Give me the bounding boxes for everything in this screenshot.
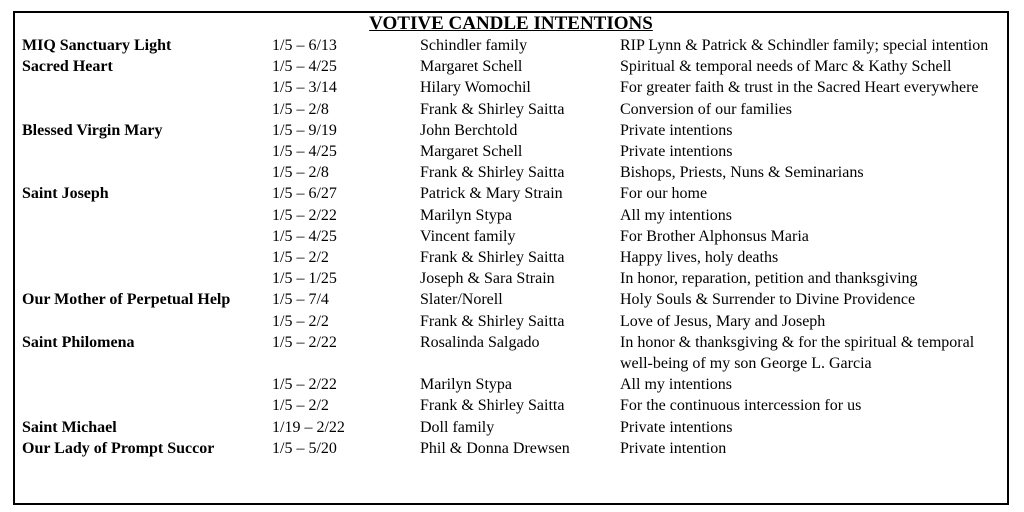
date-range: 1/5 – 2/2 xyxy=(272,312,329,330)
intention-text: Private intentions xyxy=(620,143,733,161)
intention-row xyxy=(22,438,1006,459)
intention-text: All my intentions xyxy=(620,206,732,224)
intention-text: For Brother Alphonsus Maria xyxy=(620,227,809,245)
intention-text: Holy Souls & Surrender to Divine Providence xyxy=(620,291,916,309)
date-range: 1/5 – 2/22 xyxy=(272,376,337,394)
date-range: 1/5 – 2/2 xyxy=(272,397,329,415)
candle-name xyxy=(22,374,272,395)
date-range: 1/5 – 2/8 xyxy=(272,164,329,182)
candle-name: Saint Michael xyxy=(22,418,117,436)
candle-name: Our Lady of Prompt Succor xyxy=(22,439,215,457)
date-range: 1/5 – 4/25 xyxy=(272,227,337,245)
intention-row xyxy=(22,99,1006,120)
date-range: 1/5 – 5/20 xyxy=(272,439,337,457)
donor-name: Frank & Shirley Saitta xyxy=(420,164,565,182)
donor-name: Marilyn Stypa xyxy=(420,376,512,394)
intention-row xyxy=(22,77,1006,98)
intentions-list xyxy=(22,35,1006,459)
candle-name xyxy=(22,247,272,268)
intention-text: RIP Lynn & Patrick & Schindler family; special intention xyxy=(620,37,989,54)
date-range: 1/5 – 2/8 xyxy=(272,100,329,118)
intentions-frame xyxy=(13,11,1009,505)
date-range: 1/5 – 4/25 xyxy=(272,143,337,161)
candle-name: MIQ Sanctuary Light xyxy=(22,37,172,54)
candle-name xyxy=(22,162,272,183)
donor-name: John Berchtold xyxy=(420,121,518,139)
intention-row xyxy=(22,289,1006,310)
donor-name: Frank & Shirley Saitta xyxy=(420,397,565,415)
intention-text: Private intention xyxy=(620,439,727,457)
intention-row xyxy=(22,332,1006,374)
intention-text: Conversion of our families xyxy=(620,100,792,118)
donor-name: Vincent family xyxy=(420,227,516,245)
date-range: 1/5 – 9/19 xyxy=(272,121,337,139)
date-range: 1/5 – 3/14 xyxy=(272,79,337,97)
candle-name xyxy=(22,141,272,162)
candle-name xyxy=(22,395,272,416)
candle-name xyxy=(22,77,272,98)
candle-name: Blessed Virgin Mary xyxy=(22,121,163,139)
intention-text: Private intentions xyxy=(620,121,733,139)
candle-name xyxy=(22,311,272,332)
date-range: 1/5 – 7/4 xyxy=(272,291,329,309)
intention-row xyxy=(22,183,1006,204)
intention-text: Private intentions xyxy=(620,418,733,436)
candle-name xyxy=(22,205,272,226)
candle-name: Saint Joseph xyxy=(22,185,109,203)
date-range: 1/5 – 6/13 xyxy=(272,37,337,54)
candle-name xyxy=(22,226,272,247)
donor-name: Frank & Shirley Saitta xyxy=(420,249,565,267)
intention-text: In honor & thanksgiving & for the spiritual & temporal well-being of my son George L. Garcia xyxy=(620,333,975,373)
intention-row xyxy=(22,226,1006,247)
intention-text: Bishops, Priests, Nuns & Seminarians xyxy=(620,164,864,182)
intention-row xyxy=(22,35,1006,56)
intention-text: For greater faith & trust in the Sacred Heart everywhere xyxy=(620,79,979,97)
donor-name: Schindler family xyxy=(420,37,528,54)
intention-row xyxy=(22,120,1006,141)
donor-name: Doll family xyxy=(420,418,495,436)
candle-name: Our Mother of Perpetual Help xyxy=(22,291,231,309)
donor-name: Slater/Norell xyxy=(420,291,503,309)
intention-text: For our home xyxy=(620,185,708,203)
date-range: 1/5 – 2/22 xyxy=(272,333,337,351)
date-range: 1/5 – 6/27 xyxy=(272,185,337,203)
intention-row xyxy=(22,56,1006,77)
intention-row xyxy=(22,395,1006,416)
candle-name xyxy=(22,268,272,289)
donor-name: Frank & Shirley Saitta xyxy=(420,100,565,118)
intention-row xyxy=(22,141,1006,162)
donor-name: Patrick & Mary Strain xyxy=(420,185,563,203)
intention-row xyxy=(22,417,1006,438)
donor-name: Joseph & Sara Strain xyxy=(420,270,555,288)
donor-name: Phil & Donna Drewsen xyxy=(420,439,570,457)
title-text: VOTIVE CANDLE INTENTIONS xyxy=(369,13,653,34)
donor-name: Marilyn Stypa xyxy=(420,206,512,224)
intention-row xyxy=(22,374,1006,395)
intention-row xyxy=(22,247,1006,268)
intention-text: Happy lives, holy deaths xyxy=(620,249,779,267)
donor-name: Margaret Schell xyxy=(420,58,523,76)
date-range: 1/5 – 2/2 xyxy=(272,249,329,267)
date-range: 1/5 – 2/22 xyxy=(272,206,337,224)
intention-row xyxy=(22,268,1006,289)
donor-name: Rosalinda Salgado xyxy=(420,333,540,351)
intention-text: Spiritual & temporal needs of Marc & Kathy Schell xyxy=(620,58,952,76)
date-range: 1/5 – 4/25 xyxy=(272,58,337,76)
intention-row xyxy=(22,205,1006,226)
date-range: 1/19 – 2/22 xyxy=(272,418,345,436)
intention-text: For the continuous intercession for us xyxy=(620,397,862,415)
intention-row xyxy=(22,162,1006,183)
intention-text: All my intentions xyxy=(620,376,732,394)
intention-row xyxy=(22,311,1006,332)
donor-name: Margaret Schell xyxy=(420,143,523,161)
date-range: 1/5 – 1/25 xyxy=(272,270,337,288)
candle-name xyxy=(22,99,272,120)
donor-name: Hilary Womochil xyxy=(420,79,531,97)
candle-name: Sacred Heart xyxy=(22,58,113,76)
page-title xyxy=(15,13,1007,35)
intention-text: Love of Jesus, Mary and Joseph xyxy=(620,312,826,330)
intention-text: In honor, reparation, petition and thanksgiving xyxy=(620,270,918,288)
candle-name: Saint Philomena xyxy=(22,333,135,351)
donor-name: Frank & Shirley Saitta xyxy=(420,312,565,330)
